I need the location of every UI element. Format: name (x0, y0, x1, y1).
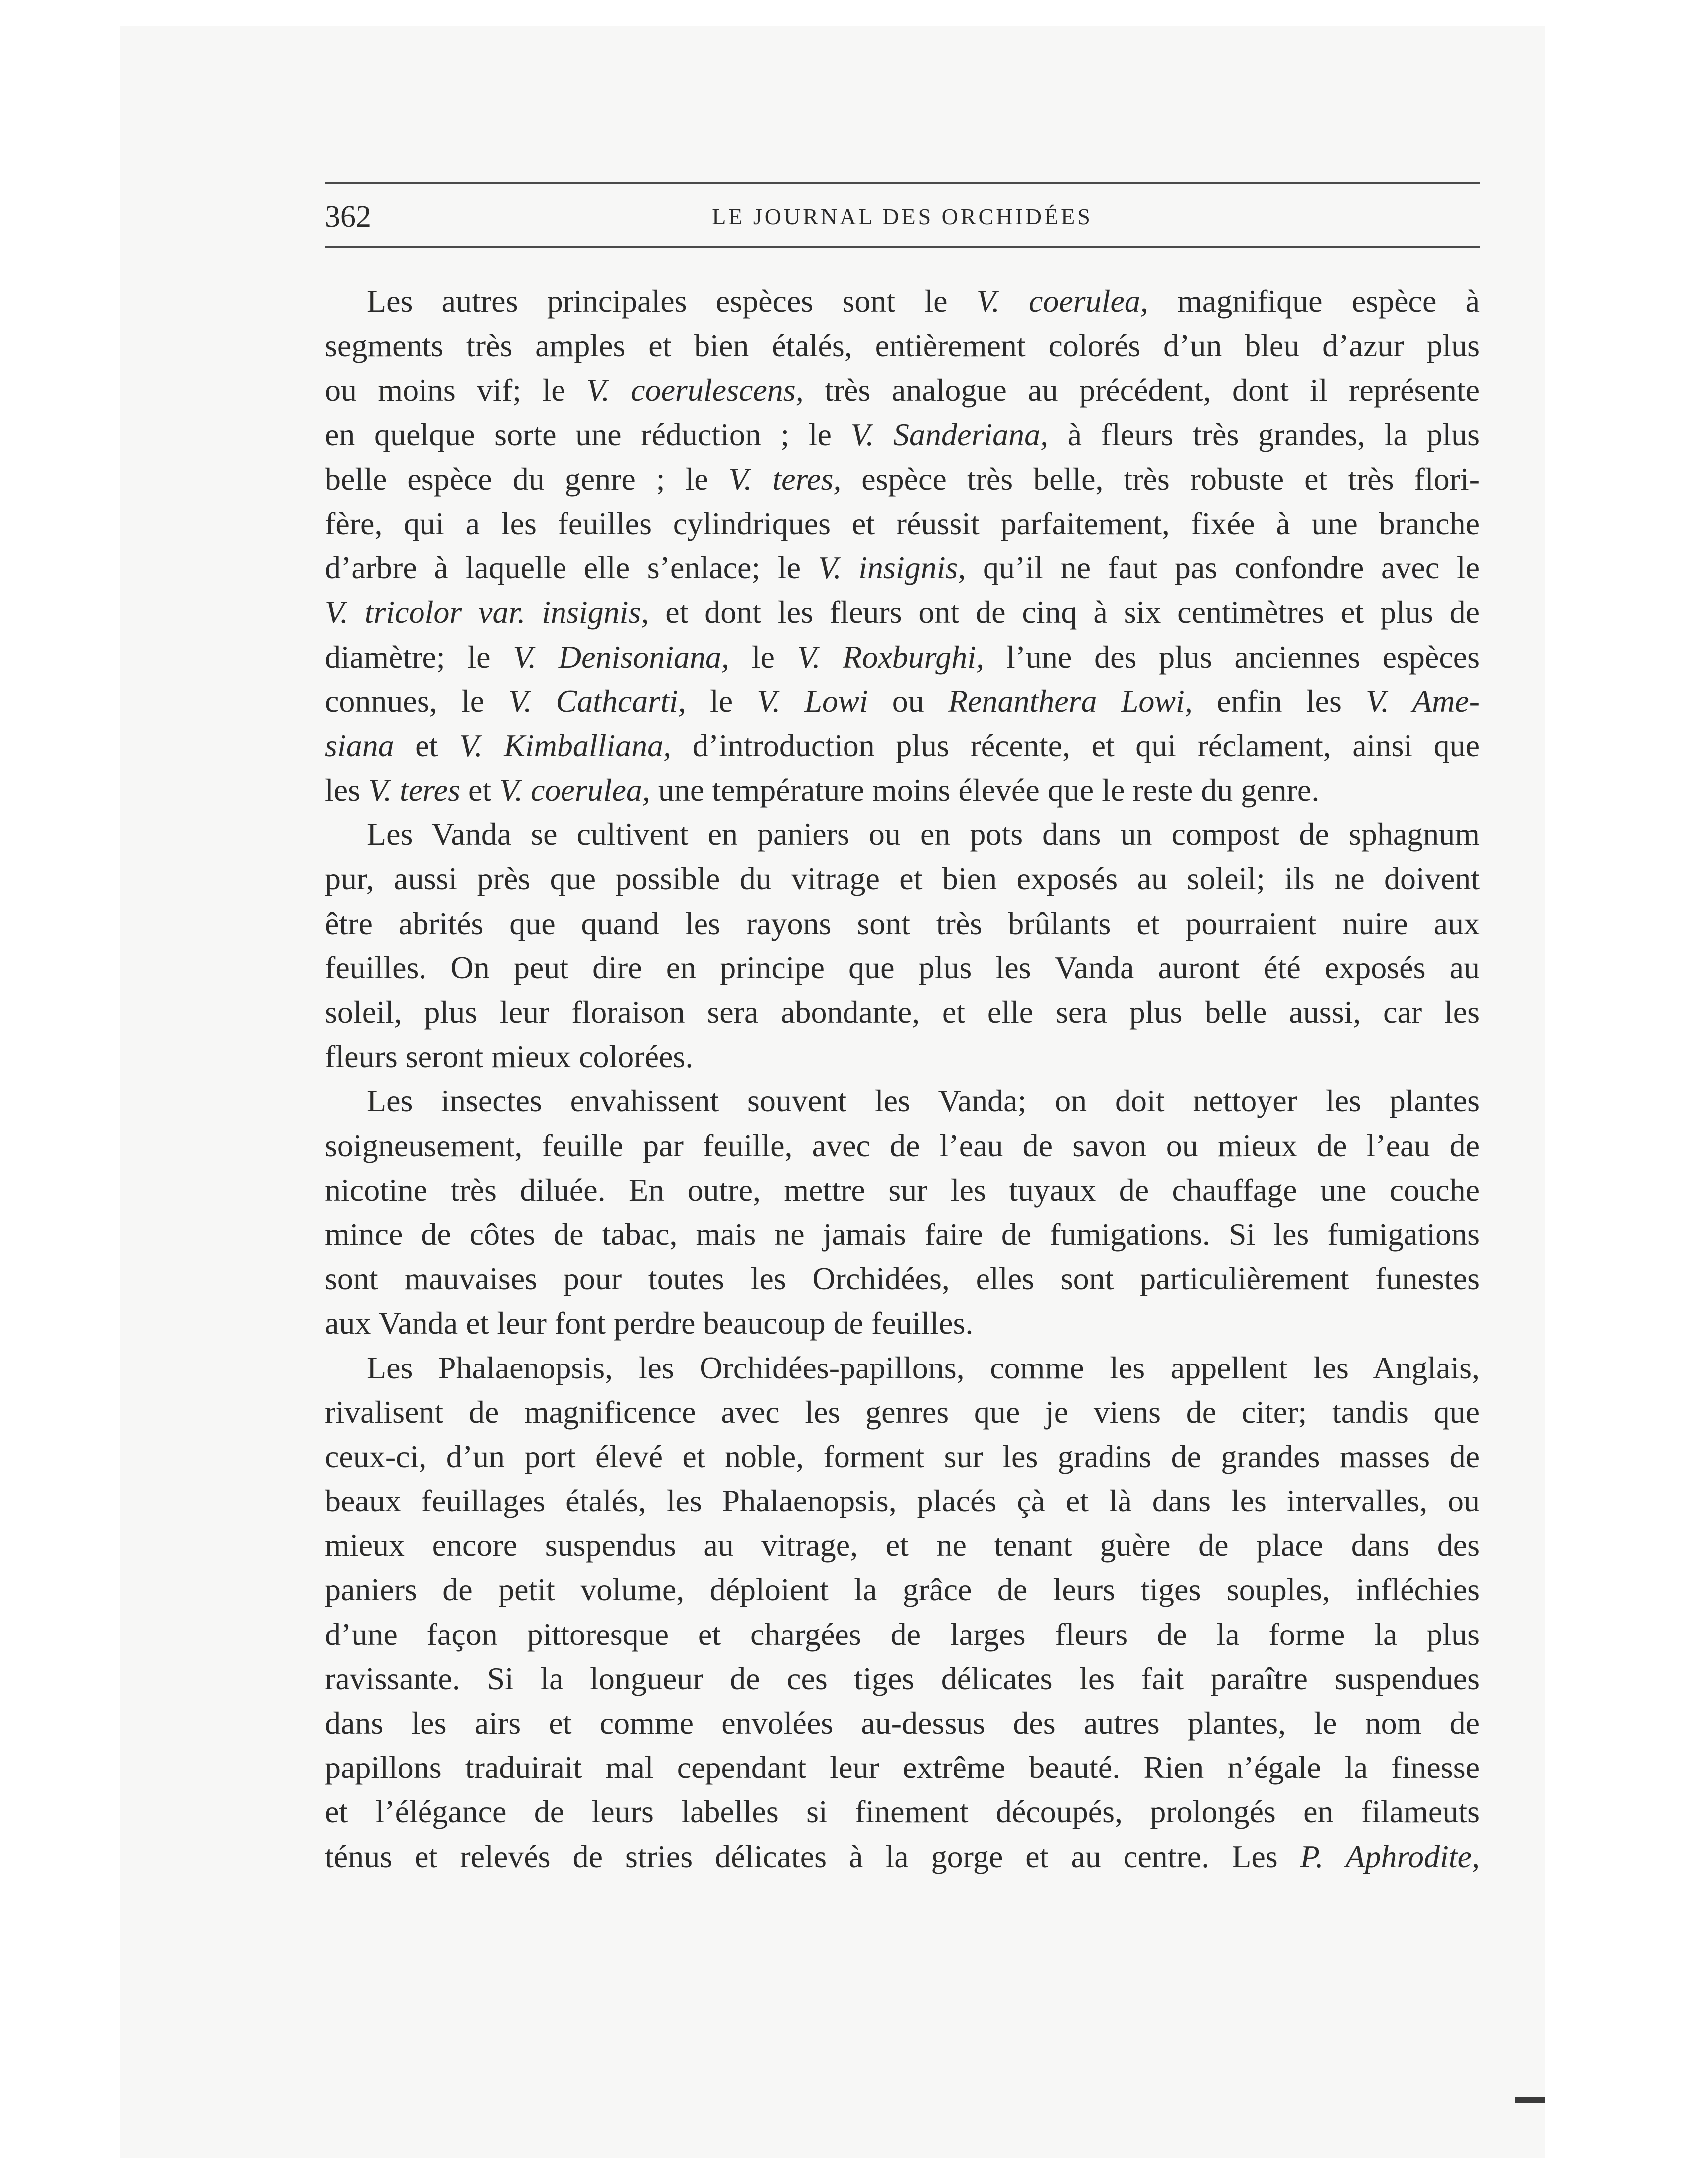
italic-text-segment: Renanthera Lowi, (948, 683, 1193, 719)
text-line (325, 946, 1480, 990)
italic-text-segment: V. Sanderiana, (850, 416, 1049, 452)
italic-text-segment: V. Kimballiana, (459, 727, 672, 763)
text-line (325, 1079, 1480, 1123)
text-segment: fère, qui a les feuilles cylindriques et réussit parfaitement, fixée à une branche (325, 505, 1480, 541)
italic-text-segment: V. coerulea, (499, 772, 650, 808)
text-segment: une température moins élevée que le reste du genre. (650, 772, 1320, 808)
text-segment: pur, aussi près que possible du vitrage et bien exposés au soleil; ils ne doivent (325, 861, 1480, 897)
text-segment: fleurs seront mieux colorées. (325, 1039, 694, 1075)
text-segment: aux Vanda et leur font perdre beaucoup de feuilles. (325, 1305, 974, 1341)
text-segment: ou (868, 683, 948, 719)
page-number: 362 (325, 200, 371, 234)
text-line (325, 679, 1480, 723)
text-line (325, 1256, 1480, 1301)
text-line (325, 901, 1480, 946)
text-segment: magnifique espèce à (1148, 283, 1480, 319)
text-line (325, 990, 1480, 1034)
italic-text-segment: V. teres, (728, 461, 842, 497)
italic-text-segment: V. coerulescens, (586, 372, 804, 408)
scan-edge-mark (1515, 2097, 1545, 2103)
text-line (325, 1346, 1480, 1390)
text-line (325, 1390, 1480, 1434)
text-segment: soigneusement, feuille par feuille, avec de l’eau de savon ou mieux de l’eau de (325, 1127, 1480, 1163)
text-segment: très analogue au précédent, dont il représente (803, 372, 1480, 408)
text-line (325, 1745, 1480, 1789)
text-segment: Les insectes envahissent souvent les Vanda; on doit nettoyer les plantes (367, 1083, 1480, 1119)
text-segment: paniers de petit volume, déploient la grâce de leurs tiges souples, infléchies (325, 1572, 1480, 1608)
text-line (325, 1834, 1480, 1879)
italic-text-segment: P. Aphrodite, (1300, 1838, 1480, 1874)
text-segment: diamètre; le (325, 639, 513, 675)
text-line (325, 1301, 1480, 1345)
text-line (325, 590, 1480, 634)
text-segment: le (686, 683, 757, 719)
italic-text-segment: V. tricolor var. insignis, (325, 594, 649, 630)
italic-text-segment: V. Ame- (1366, 683, 1480, 719)
text-segment: et l’élégance de leurs labelles si finement découpés, prolongés en filameuts (325, 1794, 1480, 1830)
italic-text-segment: V. Cathcarti, (508, 683, 686, 719)
text-line (325, 546, 1480, 590)
italic-text-segment: siana (325, 727, 394, 763)
text-line (325, 723, 1480, 768)
text-line (325, 1434, 1480, 1479)
italic-text-segment: V. insignis, (818, 550, 966, 586)
italic-text-segment: V. coerulea, (976, 283, 1148, 319)
text-line (325, 1523, 1480, 1567)
text-line (325, 1123, 1480, 1168)
text-segment: les (325, 772, 369, 808)
text-line (325, 1567, 1480, 1612)
text-line (325, 812, 1480, 856)
text-segment: être abrités que quand les rayons sont très brûlants et pourraient nuire aux (325, 905, 1480, 941)
text-line (325, 368, 1480, 412)
text-segment: sont mauvaises pour toutes les Orchidées, elles sont particulièrement funestes (325, 1261, 1480, 1297)
text-segment: qu’il ne faut pas confondre avec le (966, 550, 1480, 586)
text-segment: ravissante. Si la longueur de ces tiges délicates les fait paraître suspendues (325, 1660, 1480, 1696)
text-segment: segments très amples et bien étalés, entièrement colorés d’un bleu d’azur plus (325, 328, 1480, 364)
text-line (325, 279, 1480, 323)
text-line (325, 1701, 1480, 1745)
text-line (325, 1034, 1480, 1079)
text-segment: papillons traduirait mal cependant leur extrême beauté. Rien n’égale la finesse (325, 1750, 1480, 1785)
text-segment: Les autres principales espèces sont le (367, 283, 977, 319)
header-rule-top (325, 182, 1480, 184)
text-segment: et (394, 727, 459, 763)
text-segment: et (460, 772, 500, 808)
text-segment: en quelque sorte une réduction ; le (325, 416, 851, 452)
text-segment: d’une façon pittoresque et chargées de larges fleurs de la forme la plus (325, 1616, 1480, 1652)
italic-text-segment: V. Denisoniana, (513, 639, 730, 675)
text-segment: à fleurs très grandes, la plus (1048, 416, 1480, 452)
text-segment: le (729, 639, 797, 675)
text-segment: l’une des plus anciennes espèces (984, 639, 1480, 675)
text-segment: d’arbre à laquelle elle s’enlace; le (325, 550, 818, 586)
text-segment: beaux feuillages étalés, les Phalaenopsis, placés çà et là dans les intervalles, ou (325, 1483, 1480, 1519)
text-line (325, 1612, 1480, 1656)
text-segment: rivalisent de magnificence avec les genres que je viens de citer; tandis que (325, 1394, 1480, 1430)
body-text (325, 279, 1480, 1879)
journal-title: LE JOURNAL DES ORCHIDÉES (712, 204, 1093, 229)
header-rule-bottom (325, 246, 1480, 248)
text-segment: Les Phalaenopsis, les Orchidées-papillons, comme les appellent les Anglais, (367, 1350, 1480, 1385)
text-line (325, 856, 1480, 901)
text-segment: et dont les fleurs ont de cinq à six centimètres et plus de (649, 594, 1480, 630)
text-segment: enfin les (1192, 683, 1366, 719)
text-line (325, 1789, 1480, 1834)
text-segment: ceux-ci, d’un port élevé et noble, forment sur les gradins de grandes masses de (325, 1438, 1480, 1474)
text-segment: soleil, plus leur floraison sera abondante, et elle sera plus belle aussi, car les (325, 994, 1480, 1030)
italic-text-segment: V. Lowi (757, 683, 868, 719)
text-segment: dans les airs et comme envolées au-dessus des autres plantes, le nom de (325, 1705, 1480, 1741)
text-segment: d’introduction plus récente, et qui réclament, ainsi que (671, 727, 1480, 763)
text-line (325, 457, 1480, 501)
italic-text-segment: V. teres (368, 772, 460, 808)
text-line (325, 1479, 1480, 1523)
text-line (325, 768, 1480, 812)
text-segment: nicotine très diluée. En outre, mettre sur les tuyaux de chauffage une couche (325, 1172, 1480, 1208)
text-segment: connues, le (325, 683, 509, 719)
italic-text-segment: V. Roxburghi, (797, 639, 985, 675)
text-segment: Les Vanda se cultivent en paniers ou en pots dans un compost de sphagnum (367, 817, 1480, 852)
text-segment: belle espèce du genre ; le (325, 461, 729, 497)
text-segment: ténus et relevés de stries délicates à la gorge et au centre. Les (325, 1838, 1300, 1874)
text-segment: mieux encore suspendus au vitrage, et ne tenant guère de place dans des (325, 1527, 1480, 1563)
text-line (325, 412, 1480, 457)
text-line (325, 1168, 1480, 1212)
text-line (325, 635, 1480, 679)
text-line (325, 1656, 1480, 1701)
text-line (325, 323, 1480, 368)
text-segment: mince de côtes de tabac, mais ne jamais faire de fumigations. Si les fumigations (325, 1216, 1480, 1252)
text-segment: feuilles. On peut dire en principe que plus les Vanda auront été exposés au (325, 950, 1480, 985)
text-segment: ou moins vif; le (325, 372, 586, 408)
running-head (325, 197, 1480, 237)
text-line (325, 1212, 1480, 1256)
text-segment: espèce très belle, très robuste et très flori- (841, 461, 1480, 497)
text-line (325, 501, 1480, 546)
